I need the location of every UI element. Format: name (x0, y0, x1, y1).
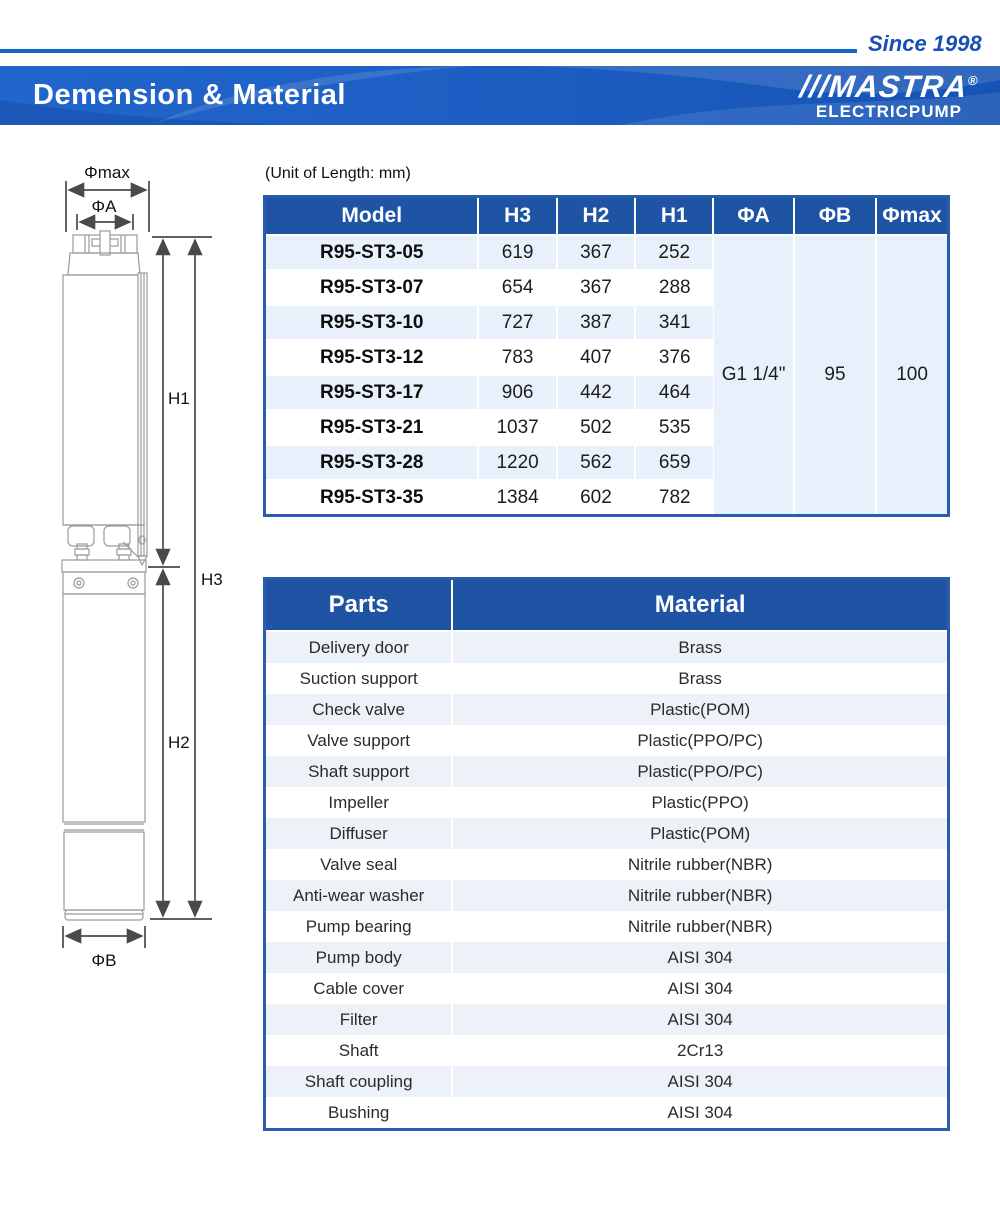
dim-phi-b (63, 926, 145, 970)
part-cell: Pump body (265, 942, 453, 973)
part-cell: Valve support (265, 725, 453, 756)
since-tagline: Since 1998 (868, 31, 982, 56)
dim-phi-a (77, 197, 133, 230)
table-row (265, 1004, 949, 1035)
h3-cell: 906 (478, 375, 556, 410)
h3-cell: 727 (478, 305, 556, 340)
h2-cell: 367 (557, 270, 635, 305)
brand-subtitle: ELECTRICPUMP (815, 102, 963, 121)
model-cell: R95-ST3-17 (265, 375, 479, 410)
h3-cell: 1220 (478, 445, 556, 480)
material-cell: AISI 304 (452, 1004, 948, 1035)
part-cell: Shaft (265, 1035, 453, 1066)
material-cell: Plastic(PPO/PC) (452, 725, 948, 756)
material-cell: Plastic(PPO/PC) (452, 756, 948, 787)
table-row (265, 1097, 949, 1130)
material-cell: Nitrile rubber(NBR) (452, 880, 948, 911)
table-row (265, 818, 949, 849)
table-row (265, 663, 949, 694)
h3-cell: 619 (478, 235, 556, 270)
material-cell: Nitrile rubber(NBR) (452, 911, 948, 942)
table-row (265, 880, 949, 911)
part-cell: Valve seal (265, 849, 453, 880)
part-cell: Delivery door (265, 631, 453, 663)
unit-note: (Unit of Length: mm) (265, 165, 411, 182)
part-cell: Impeller (265, 787, 453, 818)
svg-text:H2: H2 (168, 733, 190, 752)
material-cell: AISI 304 (452, 942, 948, 973)
col-header-h3: H3 (478, 197, 556, 236)
shared-phi-a-cell: G1 1/4" (713, 235, 793, 516)
col-header-phi-b: ΦB (794, 197, 876, 236)
part-cell: Anti-wear washer (265, 880, 453, 911)
h1-cell: 464 (635, 375, 713, 410)
part-cell: Shaft support (265, 756, 453, 787)
pump-upper-body (63, 275, 145, 525)
h2-cell: 502 (557, 410, 635, 445)
model-cell: R95-ST3-28 (265, 445, 479, 480)
h3-cell: 1384 (478, 480, 556, 516)
pump-head-cap (68, 253, 140, 275)
table-row (265, 1066, 949, 1097)
col-header-phi-max: Φmax (876, 197, 948, 236)
model-cell: R95-ST3-10 (265, 305, 479, 340)
h2-cell: 387 (557, 305, 635, 340)
col-header-material: Material (452, 579, 948, 632)
material-cell: AISI 304 (452, 1097, 948, 1130)
material-cell: Brass (452, 631, 948, 663)
material-cell: AISI 304 (452, 973, 948, 1004)
model-cell: R95-ST3-21 (265, 410, 479, 445)
part-cell: Suction support (265, 663, 453, 694)
model-cell: R95-ST3-12 (265, 340, 479, 375)
table-row (265, 849, 949, 880)
h1-cell: 535 (635, 410, 713, 445)
material-cell: 2Cr13 (452, 1035, 948, 1066)
table-row (265, 756, 949, 787)
svg-text:Φmax: Φmax (84, 163, 130, 182)
table-row (265, 694, 949, 725)
dimension-table-header-row (265, 197, 949, 236)
part-cell: Pump bearing (265, 911, 453, 942)
svg-text:ΦA: ΦA (91, 197, 117, 216)
h3-cell: 1037 (478, 410, 556, 445)
h2-cell: 562 (557, 445, 635, 480)
header-rule-line (0, 49, 857, 53)
parts-table-header-row (265, 579, 949, 632)
col-header-parts: Parts (265, 579, 453, 632)
table-row (265, 911, 949, 942)
table-row (265, 1035, 949, 1066)
table-row (265, 942, 949, 973)
motor-lower-body (64, 832, 144, 910)
part-cell: Shaft coupling (265, 1066, 453, 1097)
registered-mark: ® (967, 73, 980, 88)
svg-text:H1: H1 (168, 389, 190, 408)
material-cell: Plastic(POM) (452, 818, 948, 849)
shared-phi-max-cell: 100 (876, 235, 948, 516)
material-cell: Brass (452, 663, 948, 694)
pump-motor-junction (63, 525, 145, 560)
h1-cell: 376 (635, 340, 713, 375)
table-row (265, 725, 949, 756)
model-cell: R95-ST3-05 (265, 235, 479, 270)
shared-phi-b-cell: 95 (794, 235, 876, 516)
col-header-h2: H2 (557, 197, 635, 236)
material-cell: Plastic(PPO) (452, 787, 948, 818)
dim-h3 (195, 240, 223, 916)
h1-cell: 659 (635, 445, 713, 480)
dim-h2 (150, 570, 212, 919)
logo-slashes-icon: /// (798, 69, 831, 104)
table-row (265, 631, 949, 663)
svg-text:H3: H3 (201, 570, 223, 589)
motor-band-break (64, 824, 144, 830)
part-cell: Bushing (265, 1097, 453, 1130)
part-cell: Filter (265, 1004, 453, 1035)
dim-h1 (148, 237, 212, 567)
brand-logo (798, 69, 980, 121)
pump-diagram (40, 160, 260, 980)
parts-material-table (263, 577, 950, 1131)
motor-bottom-cap (65, 910, 143, 920)
h1-cell: 782 (635, 480, 713, 516)
dimension-table (263, 195, 950, 517)
h1-cell: 252 (635, 235, 713, 270)
table-row (265, 787, 949, 818)
svg-text:ΦB: ΦB (91, 951, 117, 970)
material-cell: Plastic(POM) (452, 694, 948, 725)
flange-plate (62, 560, 146, 572)
h1-cell: 341 (635, 305, 713, 340)
cable-conduit (123, 273, 147, 565)
h2-cell: 367 (557, 235, 635, 270)
part-cell: Check valve (265, 694, 453, 725)
table-row (265, 973, 949, 1004)
h3-cell: 654 (478, 270, 556, 305)
pump-head-threads (73, 231, 137, 255)
table-row (265, 235, 949, 270)
h3-cell: 783 (478, 340, 556, 375)
part-cell: Cable cover (265, 973, 453, 1004)
material-cell: Nitrile rubber(NBR) (452, 849, 948, 880)
h2-cell: 442 (557, 375, 635, 410)
model-cell: R95-ST3-07 (265, 270, 479, 305)
h2-cell: 407 (557, 340, 635, 375)
material-cell: AISI 304 (452, 1066, 948, 1097)
model-cell: R95-ST3-35 (265, 480, 479, 516)
col-header-h1: H1 (635, 197, 713, 236)
brand-name: MASTRA (827, 69, 970, 104)
h2-cell: 602 (557, 480, 635, 516)
col-header-phi-a: ΦA (713, 197, 793, 236)
header-banner (0, 66, 1000, 125)
brand-logo-wordmark (798, 69, 980, 104)
col-header-model: Model (265, 197, 479, 236)
motor-body (63, 594, 145, 822)
page-title: Demension & Material (33, 79, 346, 111)
h1-cell: 288 (635, 270, 713, 305)
coupling-band (63, 572, 145, 594)
part-cell: Diffuser (265, 818, 453, 849)
